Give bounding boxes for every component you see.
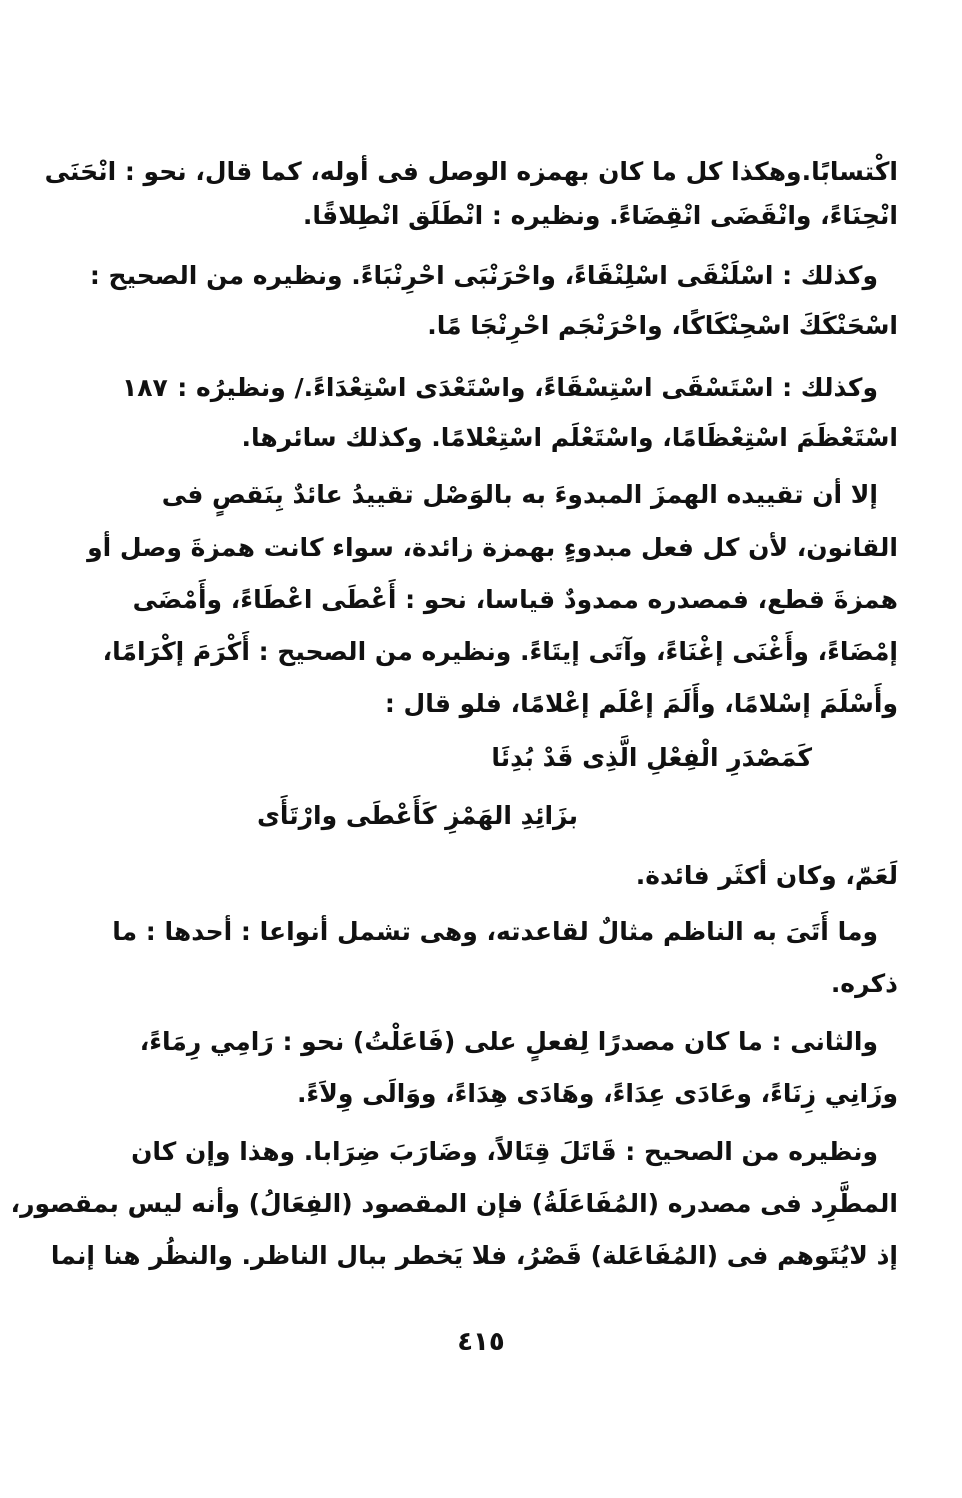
text-line: اسْحَنْكَكَ اسْحِنْكَاكًا، واحْرَنْجَم احْرِنْجَا مًا.: [427, 311, 898, 340]
page-number: ٤١٥: [457, 1327, 505, 1357]
text-line: ذكره.: [830, 969, 898, 998]
text-line: همزةَ قطع، فمصدره ممدودٌ قياسا، نحو : أَعْطَى اعْطَاءً، وأَمْضَى: [132, 585, 898, 614]
verse-first-hemistich: كَمَصْدَرِ الْفِعْلِ الَّذِى قَدْ بُدِئَا: [491, 743, 812, 772]
text-line: لَعَمّ، وكان أكثَر فائدة.: [635, 861, 898, 890]
text-line: وأَسْلَمَ إسْلامًا، وأَلَمَ إعْلَم إعْلامًا، فلو قال :: [384, 689, 898, 718]
margin-page-marker: ١٨٧: [122, 373, 168, 402]
text-line: والثانى : ما كان مصدرًا لِفعلٍ على (فَاعَلْتُ) نحو : رَامِي رِمَاءً،: [139, 1027, 878, 1056]
verse-second-hemistich: بزَائِدِ الهَمْزِ كَأَعْطَى وارْتَأَى: [256, 801, 578, 830]
text-line: المطَّرِد فى مصدره (المُفَاعَلَةُ) فإن المقصود (الفِعَالُ) وأنه ليس بمقصور،: [10, 1189, 898, 1218]
text-line: وما أَتَىَ به الناظم مثالٌ لقاعدته، وهى تشمل أنواعا : أحدها : ما: [112, 917, 878, 946]
text-line: اكْتسابًا.وهكذا كل ما كان بهمزه الوصل فى أوله، كما قال، نحو : انْحَنَى: [44, 157, 898, 186]
text-line: اسْتَعْظَمَ اسْتِعْظَامًا، واسْتَعْلَم اسْتِعْلامًا. وكذلك سائرها.: [241, 423, 898, 452]
text-line: وزَانِي زِنَاءً، وعَادَى عِدَاءً، وهَادَى هِدَاءً، ووَالَى وِلاَءً.: [296, 1079, 898, 1108]
text-line: إلا أن تقييده الهمزَ المبدوءَ به بالوَصْل تقييدُ عائدٌ بِنَقصٍ فى: [161, 480, 878, 509]
text-line: القانون، لأن كل فعل مبدوءٍ بهمزة زائدة، سواء كانت همزةَ وصل أو: [87, 533, 898, 562]
text-line: إمْضَاءً، وأَغْنَى إغْنَاءً، وآتَى إيتَاءً. ونظيره من الصحيح : أَكْرَمَ إكْرَامًا،: [102, 637, 898, 666]
text-line: وكذلك : اسْلَنْقَى اسْلِنْقَاءً، واحْرَنْبَى احْرِنْبَاءً. ونظيره من الصحيح :: [89, 261, 878, 290]
text-line: ونظيره من الصحيح : قَاتَلَ قِتَالاً، وضَارَبَ ضِرَابا. وهذا وإن كان: [131, 1137, 878, 1166]
text-line: انْحِنَاءً، وانْقَضَى انْقِضَاءً. ونظيره : انْطَلَق انْطِلاقًا.: [302, 201, 898, 230]
text-line: إذ لايُتَوهم فى (المُفَاعَلة) قَصْرُ، فلا يَخطر ببال الناظر. والنظُر هنا إنما: [50, 1241, 898, 1270]
text-line: وكذلك : اسْتَسْقَى اسْتِسْقَاءً، واسْتَعْدَى اسْتِعْدَاءً./ ونظيرُه :: [177, 373, 878, 402]
